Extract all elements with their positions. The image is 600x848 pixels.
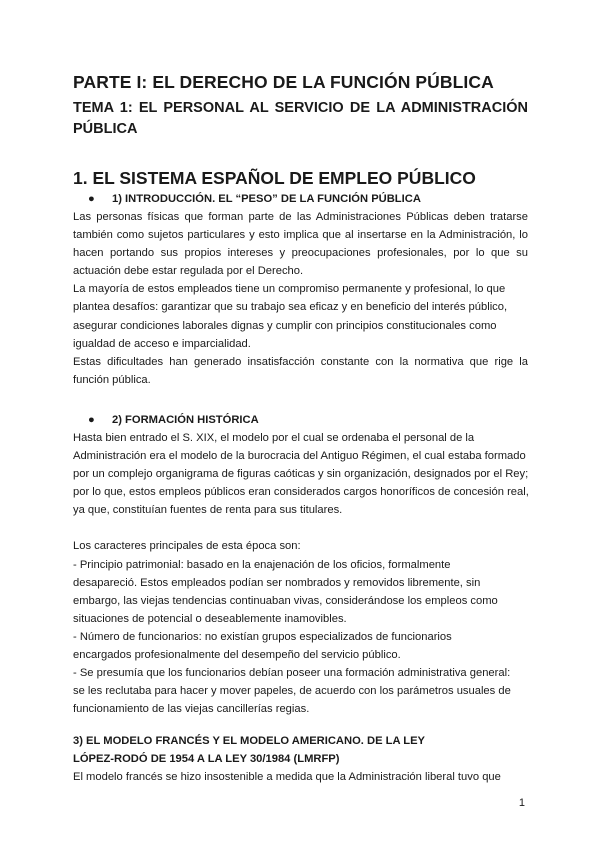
subsection-3-heading xyxy=(73,732,528,768)
paragraph-1-3 xyxy=(73,353,528,389)
bullet-icon: ● xyxy=(88,193,95,205)
subsection-1-heading xyxy=(73,190,528,208)
paragraph-1-1 xyxy=(73,208,528,280)
tema-title-line-1: TEMA 1: EL PERSONAL AL SERVICIO DE LA ADMINISTRACIÓN xyxy=(73,100,528,116)
bullet-icon: ● xyxy=(88,413,95,426)
subsection-2-heading xyxy=(73,411,528,429)
section-title: 1. EL SISTEMA ESPAÑOL DE EMPLEO PÚBLICO xyxy=(73,168,476,188)
text-line: por un complejo organigrama de figuras caóticas y sin organización, designados por el Rey; xyxy=(73,468,529,481)
text-line: función pública. xyxy=(73,373,151,386)
text-line: - Principio patrimonial: basado en la enajenación de los oficios, formalmente xyxy=(73,558,451,571)
text-line: desapareció. Estos empleados podían ser nombrados y removidos libremente, sin xyxy=(73,576,481,589)
text-line: La mayoría de estos empleados tiene un compromiso permanente y profesional, lo que xyxy=(73,283,506,296)
text-line: Hasta bien entrado el S. XIX, el modelo por el cual se ordenaba el personal de la xyxy=(73,431,475,444)
subsection-3-title-line-1: 3) EL MODELO FRANCÉS Y EL MODELO AMERICANO. DE LA LEY xyxy=(73,735,426,748)
text-line: - Se presumía que los funcionarios debían poseer una formación administrativa general: xyxy=(73,667,511,680)
text-line: por lo que, estos empleos públicos eran considerados cargos honoríficos de concesión real, xyxy=(73,486,529,499)
text-line: también como sujetos particulares y esto implica que al insertarse en la Administración, lo xyxy=(73,229,528,242)
tema-title-line-2: PÚBLICA xyxy=(73,121,138,137)
page-content xyxy=(73,70,528,786)
text-line: igualdad de acceso e imparcialidad. xyxy=(73,337,251,350)
paragraph-3-1 xyxy=(73,768,528,786)
paragraph-1-2 xyxy=(73,280,528,352)
text-line: encargados profesionalmente del desempeño del servicio público. xyxy=(73,648,401,661)
subsection-1-title: 1) INTRODUCCIÓN. EL “PESO” DE LA FUNCIÓN PÚBLICA xyxy=(112,193,421,205)
subsection-2-title: 2) FORMACIÓN HISTÓRICA xyxy=(112,413,259,426)
text-line: se les reclutaba para hacer y mover papeles, de acuerdo con los parámetros usuales de xyxy=(73,685,511,698)
part-title: PARTE I: EL DERECHO DE LA FUNCIÓN PÚBLICA xyxy=(73,72,494,92)
text-line: plantea desafíos: garantizar que su trabajo sea eficaz y en beneficio del interés público, xyxy=(73,301,508,314)
text-line: hacen portando sus propios intereses y preocupaciones profesionales, por lo que su xyxy=(73,247,528,260)
text-line: Administración era el modelo de la burocracia del Antiguo Régimen, el cual estaba formado xyxy=(73,450,526,463)
subsection-3-title-line-2: LÓPEZ-RODÓ DE 1954 A LA LEY 30/1984 (LMRFP) xyxy=(73,753,340,766)
tema-title xyxy=(73,98,528,140)
text-line: embargo, las viejas tendencias continuaban vivas, considerándose los empleos como xyxy=(73,594,498,607)
text-line: Los caracteres principales de esta época son: xyxy=(73,540,301,553)
text-line: situaciones de potencial o deseablemente inamovibles. xyxy=(73,612,347,625)
text-line: Las personas físicas que forman parte de las Administraciones Públicas deben tratarse xyxy=(73,211,528,223)
text-line: funcionamiento de las viejas cancillerías regias. xyxy=(73,703,310,716)
text-line: Estas dificultades han generado insatisfacción constante con la normativa que rige la xyxy=(73,355,528,368)
text-line: El modelo francés se hizo insostenible a medida que la Administración liberal tuvo que xyxy=(73,771,501,784)
text-line: actuación debe estar regulada por el Derecho. xyxy=(73,265,304,278)
paragraph-2-2 xyxy=(73,537,528,718)
page-number: 1 xyxy=(518,797,525,809)
text-line: - Número de funcionarios: no existían grupos especializados de funcionarios xyxy=(73,630,452,643)
text-line: ya que, constituían fuentes de renta para sus titulares. xyxy=(73,504,343,517)
paragraph-2-1 xyxy=(73,429,528,519)
text-line: asegurar condiciones laborales dignas y cumplir con principios constitucionales como xyxy=(73,319,497,332)
